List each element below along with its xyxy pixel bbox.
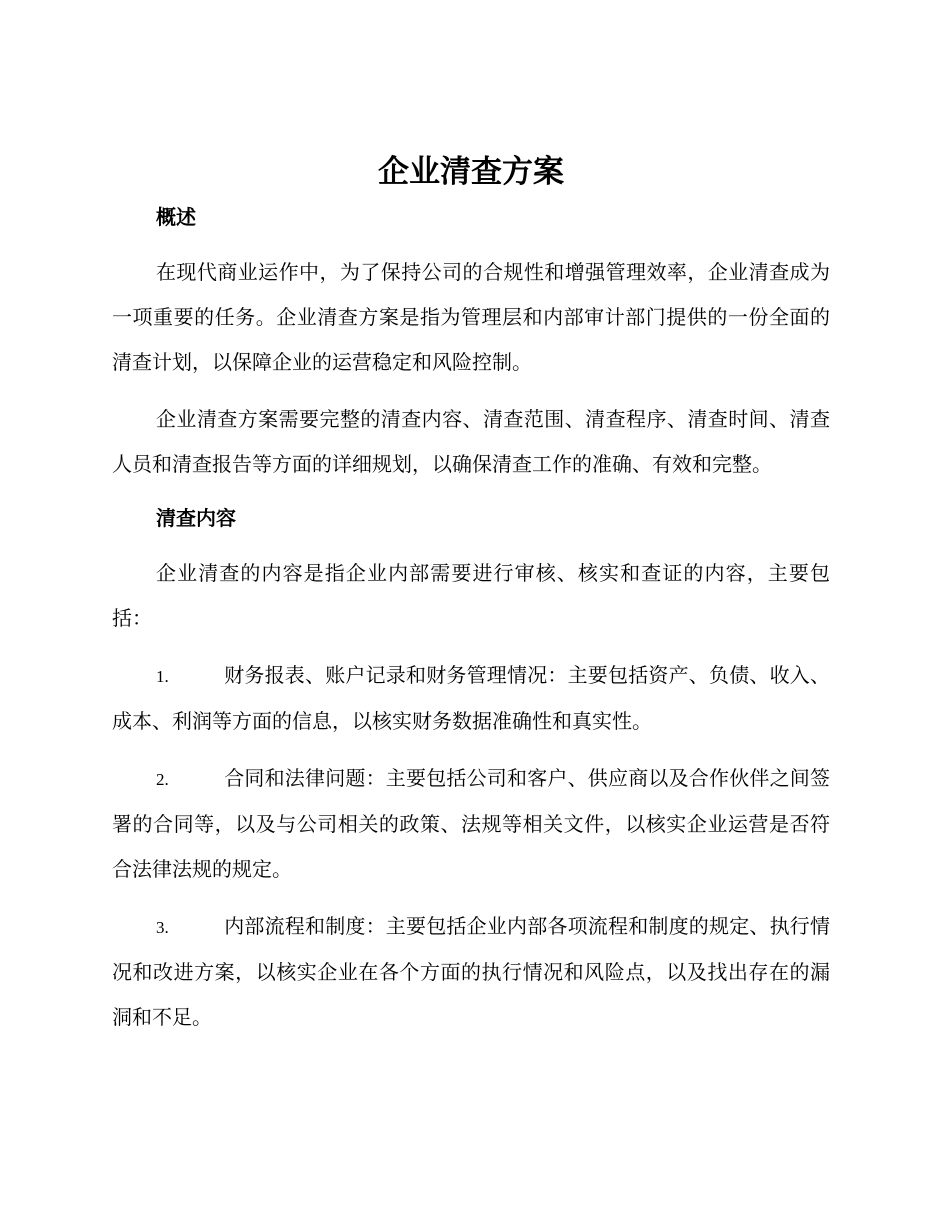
list-item-text: 内部流程和制度：主要包括企业内部各项流程和制度的规定、执行情况和改进方案，以核实企业在各个方面的执行情况和风险点，以及找出存在的漏洞和不足。 [112, 914, 830, 1029]
list-item-number: 3. [156, 918, 169, 937]
list-item [112, 653, 830, 744]
section-heading-contents: 清查内容 [156, 506, 236, 530]
list-item [112, 904, 830, 1040]
overview-paragraph-1: 在现代商业运作中，为了保持公司的合规性和增强管理效率，企业清查成为一项重要的任务。企业清查方案是指为管理层和内部审计部门提供的一份全面的清查计划，以保障企业的运营稳定和风险控制。 [112, 260, 830, 374]
spacer [112, 641, 830, 653]
spacer [112, 487, 830, 503]
list-item [112, 756, 830, 892]
section-overview [112, 202, 830, 487]
document-body [112, 150, 830, 1040]
contents-intro-paragraph: 企业清查的内容是指企业内部需要进行审核、核实和查证的内容，主要包括： [112, 561, 830, 630]
contents-list [112, 653, 830, 1040]
section-heading-overview: 概述 [156, 205, 196, 229]
spacer [112, 744, 830, 756]
document-title: 企业清查方案 [378, 154, 564, 190]
list-item-number: 1. [156, 667, 169, 686]
spacer [112, 194, 830, 202]
spacer [112, 892, 830, 904]
spacer [112, 232, 830, 250]
list-item-text: 合同和法律问题：主要包括公司和客户、供应商以及合作伙伴之间签署的合同等，以及与公司相关的政策、法规等相关文件，以核实企业运营是否符合法律法规的规定。 [112, 766, 830, 881]
overview-paragraph-2: 企业清查方案需要完整的清查内容、清查范围、清查程序、清查时间、清查人员和清查报告等方面的详细规划，以确保清查工作的准确、有效和完整。 [112, 407, 830, 476]
section-contents [112, 503, 830, 1040]
spacer [112, 533, 830, 551]
spacer [112, 385, 830, 397]
list-item-text: 财务报表、账户记录和财务管理情况：主要包括资产、负债、收入、成本、利润等方面的信息，以核实财务数据准确性和真实性。 [112, 663, 830, 733]
list-item-number: 2. [156, 770, 169, 789]
